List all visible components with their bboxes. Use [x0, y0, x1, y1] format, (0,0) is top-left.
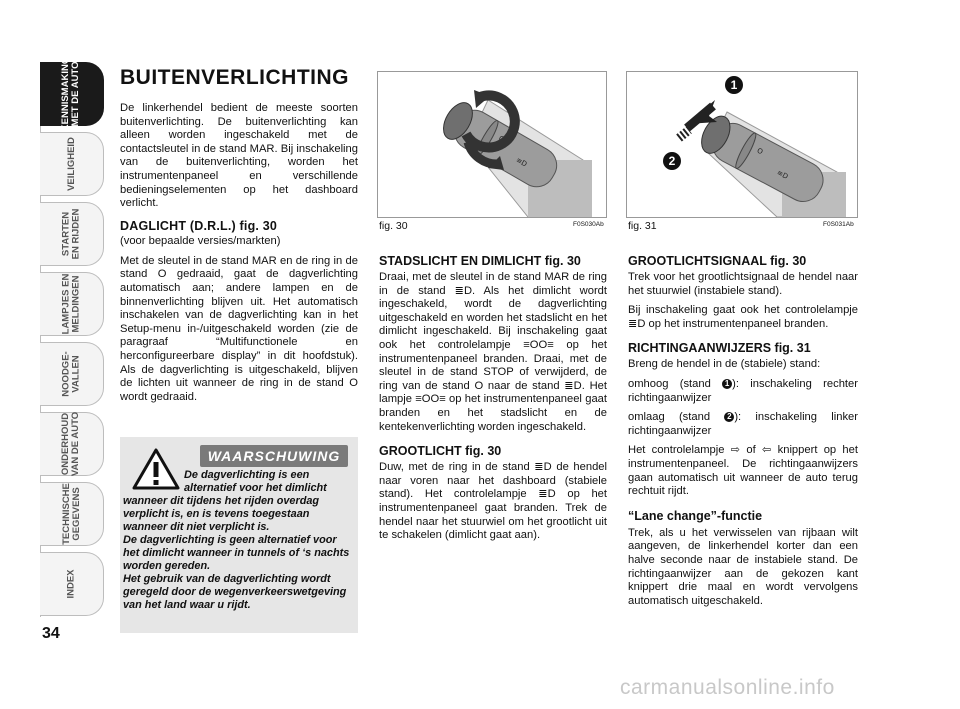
tab-label: STARTEN EN RIJDEN: [60, 208, 82, 260]
tab-veiligheid[interactable]: [40, 132, 104, 196]
grootlicht-paragraph: Duw, met de ring in de stand ≣D de hendel naar voren naar het dashboard (stabiele stand). Het controlelampje ≣D op het instrumentenpaneel gaat branden. Trek de hendel naar het stuurwiel om het grootlicht uit te schakelen (dimlicht gaat aan).: [379, 461, 607, 542]
column-3: [628, 254, 858, 614]
warning-line: De dagverlichting is geen alternatief voor het dimlicht wanneer in tunnels of ‘s nachts worden gereden.: [123, 534, 350, 572]
marker-2: 2: [663, 152, 681, 170]
warning-line: wanneer dit tijdens het rijden overdag verplicht is, en is tevens toegestaan wanneer dit niet verplicht is.: [123, 495, 320, 533]
warning-line: Het gebruik van de dagverlichting wordt geregeld door de wegenverkeerswetgeving van het land waar u rijdt.: [123, 573, 347, 611]
drl-heading: DAGLICHT (D.R.L.) fig. 30: [120, 218, 278, 233]
richting-paragraph-4: Het controlelampje ⇨ of ⇦ knippert op het instrumentenpaneel. De richtingaanwijzers gaan automatisch uit wanneer de auto terug rechtuit rijdt.: [628, 444, 858, 498]
tab-onderhoud[interactable]: [40, 412, 104, 476]
tab-label: INDEX: [65, 569, 77, 599]
drl-subheading: (voor bepaalde versies/markten): [120, 234, 281, 247]
tab-label: NOODGE- VALLEN: [60, 351, 82, 397]
tab-label: ONDERHOUD VAN DE AUTO: [60, 411, 82, 477]
intro-paragraph: De linkerhendel bedient de meeste soorten buitenverlichting. De buitenverlichting kan alleen worden ingeschakeld met de contactsleutel in de stand MAR. Bij inschakeling van de buitenverlichting, worden het instrumentenpaneel en verschillende bedieningselementen op het dashboard verlicht.: [120, 102, 358, 210]
column-2: [379, 254, 607, 549]
tab-kennismaking[interactable]: [40, 56, 104, 132]
grootlicht-heading: GROOTLICHT fig. 30: [379, 444, 502, 459]
tab-starten[interactable]: [40, 202, 104, 266]
svg-text:O: O: [497, 134, 506, 145]
lane-change-paragraph: Trek, als u het verwisselen van rijbaan wilt aangeven, de linkerhendel korter dan een halve seconde naar de instabiele stand. De richtingaanwijzer aan de gekozen kant knippert drie maal en wordt vervolgens automatisch uitgeschakeld.: [628, 526, 858, 607]
richting-up-pre: omhoog (stand: [628, 377, 723, 390]
warning-box: [120, 437, 358, 633]
page-number: 34: [42, 625, 60, 642]
svg-text:≡D: ≡D: [514, 156, 529, 169]
lane-change-heading: “Lane change”-functie: [628, 508, 763, 523]
page-title: BUITENVERLICHTING: [120, 66, 349, 89]
figure-31: [626, 71, 858, 218]
tab-lampjes[interactable]: [40, 272, 104, 336]
richting-down-pre: omlaag (stand: [628, 411, 725, 424]
richting-down-post: ): inschakeling linker richtingaanwijzer: [628, 411, 858, 437]
chapter-tabs: [40, 56, 104, 617]
tab-technische[interactable]: [40, 482, 104, 546]
grootlichtsignaal-heading: GROOTLICHTSIGNAAL fig. 30: [628, 254, 807, 268]
stadslicht-heading: STADSLICHT EN DIMLICHT fig. 30: [379, 254, 581, 268]
richting-heading: RICHTINGAANWIJZERS fig. 31: [628, 341, 811, 356]
signaal-paragraph-1: Trek voor het grootlichtsignaal de hendel naar het stuurwiel (instabiele stand).: [628, 271, 858, 297]
figure-31-caption: fig. 31: [628, 220, 657, 232]
richting-paragraph-up: [628, 378, 858, 405]
watermark: carmanualsonline.info: [620, 676, 835, 699]
richting-paragraph-1: Breng de hendel in de (stabiele) stand:: [628, 358, 821, 371]
figure-30-caption: fig. 30: [379, 220, 408, 232]
richting-paragraph-down: [628, 411, 858, 438]
lever-stalk-illustration: [378, 72, 606, 217]
tab-noodgevallen[interactable]: [40, 342, 104, 406]
figure-31-code: F0S031Ab: [823, 221, 854, 228]
position-2-badge: 2: [724, 412, 734, 422]
svg-text:≡D: ≡D: [775, 168, 790, 181]
svg-text:O: O: [755, 146, 765, 157]
warning-text: [120, 469, 352, 612]
warning-title: WAARSCHUWING: [200, 445, 348, 467]
tab-label: VEILIGHEID: [65, 137, 77, 191]
warning-line: De dagverlichting is een alternatief voor het dimlicht: [184, 469, 327, 494]
figure-30: [377, 71, 607, 218]
tab-label: KENNISMAKING MET DE AUTO: [60, 56, 82, 132]
tab-index[interactable]: [40, 552, 104, 616]
stadslicht-paragraph: Draai, met de sleutel in de stand MAR de ring in de stand ≣D. Als het dimlicht wordt ingeschakeld, wordt de dagverlichting uitgeschakeld en worden het stadslicht en het dimlicht ingeschakeld. Bij inschakeling gaat ook het controlelampje ≡OO≡ op het instrumentenpaneel branden. Draai, met de sleutel in de stand STOP of verwijderd, de ring van de stand O naar de stand ≣D. Het lampje ≡OO≡ op het instrumentenpaneel gaat branden en het stadslicht en de kentekenverlichting worden ingeschakeld.: [379, 271, 607, 433]
turn-signal-illustration: [627, 72, 857, 217]
drl-paragraph: Met de sleutel in de stand MAR en de ring in de stand O gedraaid, gaat de dagverlichting automatisch aan; andere lampen en de binnenverlichting blijven uit. Het automatisch inschakelen van de dagverlichting kan in het Setup-menu in-/uitgeschakeld worden (zie de paragraaf “Multifunctionele en herconfigureerbare display” in dit hoofdstuk). Als de dagverlichting is uitgeschakeld, blijven de lichten uit wanneer de ring in de stand O wordt gedraaid.: [120, 254, 358, 403]
tab-label: LAMPJES EN MELDINGEN: [60, 273, 82, 335]
marker-1: 1: [725, 76, 743, 94]
signaal-paragraph-2: Bij inschakeling gaat ook het controlelampje ≣D op het instrumentenpaneel branden.: [628, 304, 858, 330]
position-1-badge: 1: [722, 379, 732, 389]
tab-label: TECHNISCHE GEGEVENS: [60, 483, 82, 545]
richting-up-post: ): inschakeling rechter richtingaanwijzer: [628, 377, 858, 404]
figure-30-code: F0S030Ab: [573, 221, 604, 228]
column-1: [120, 66, 358, 410]
